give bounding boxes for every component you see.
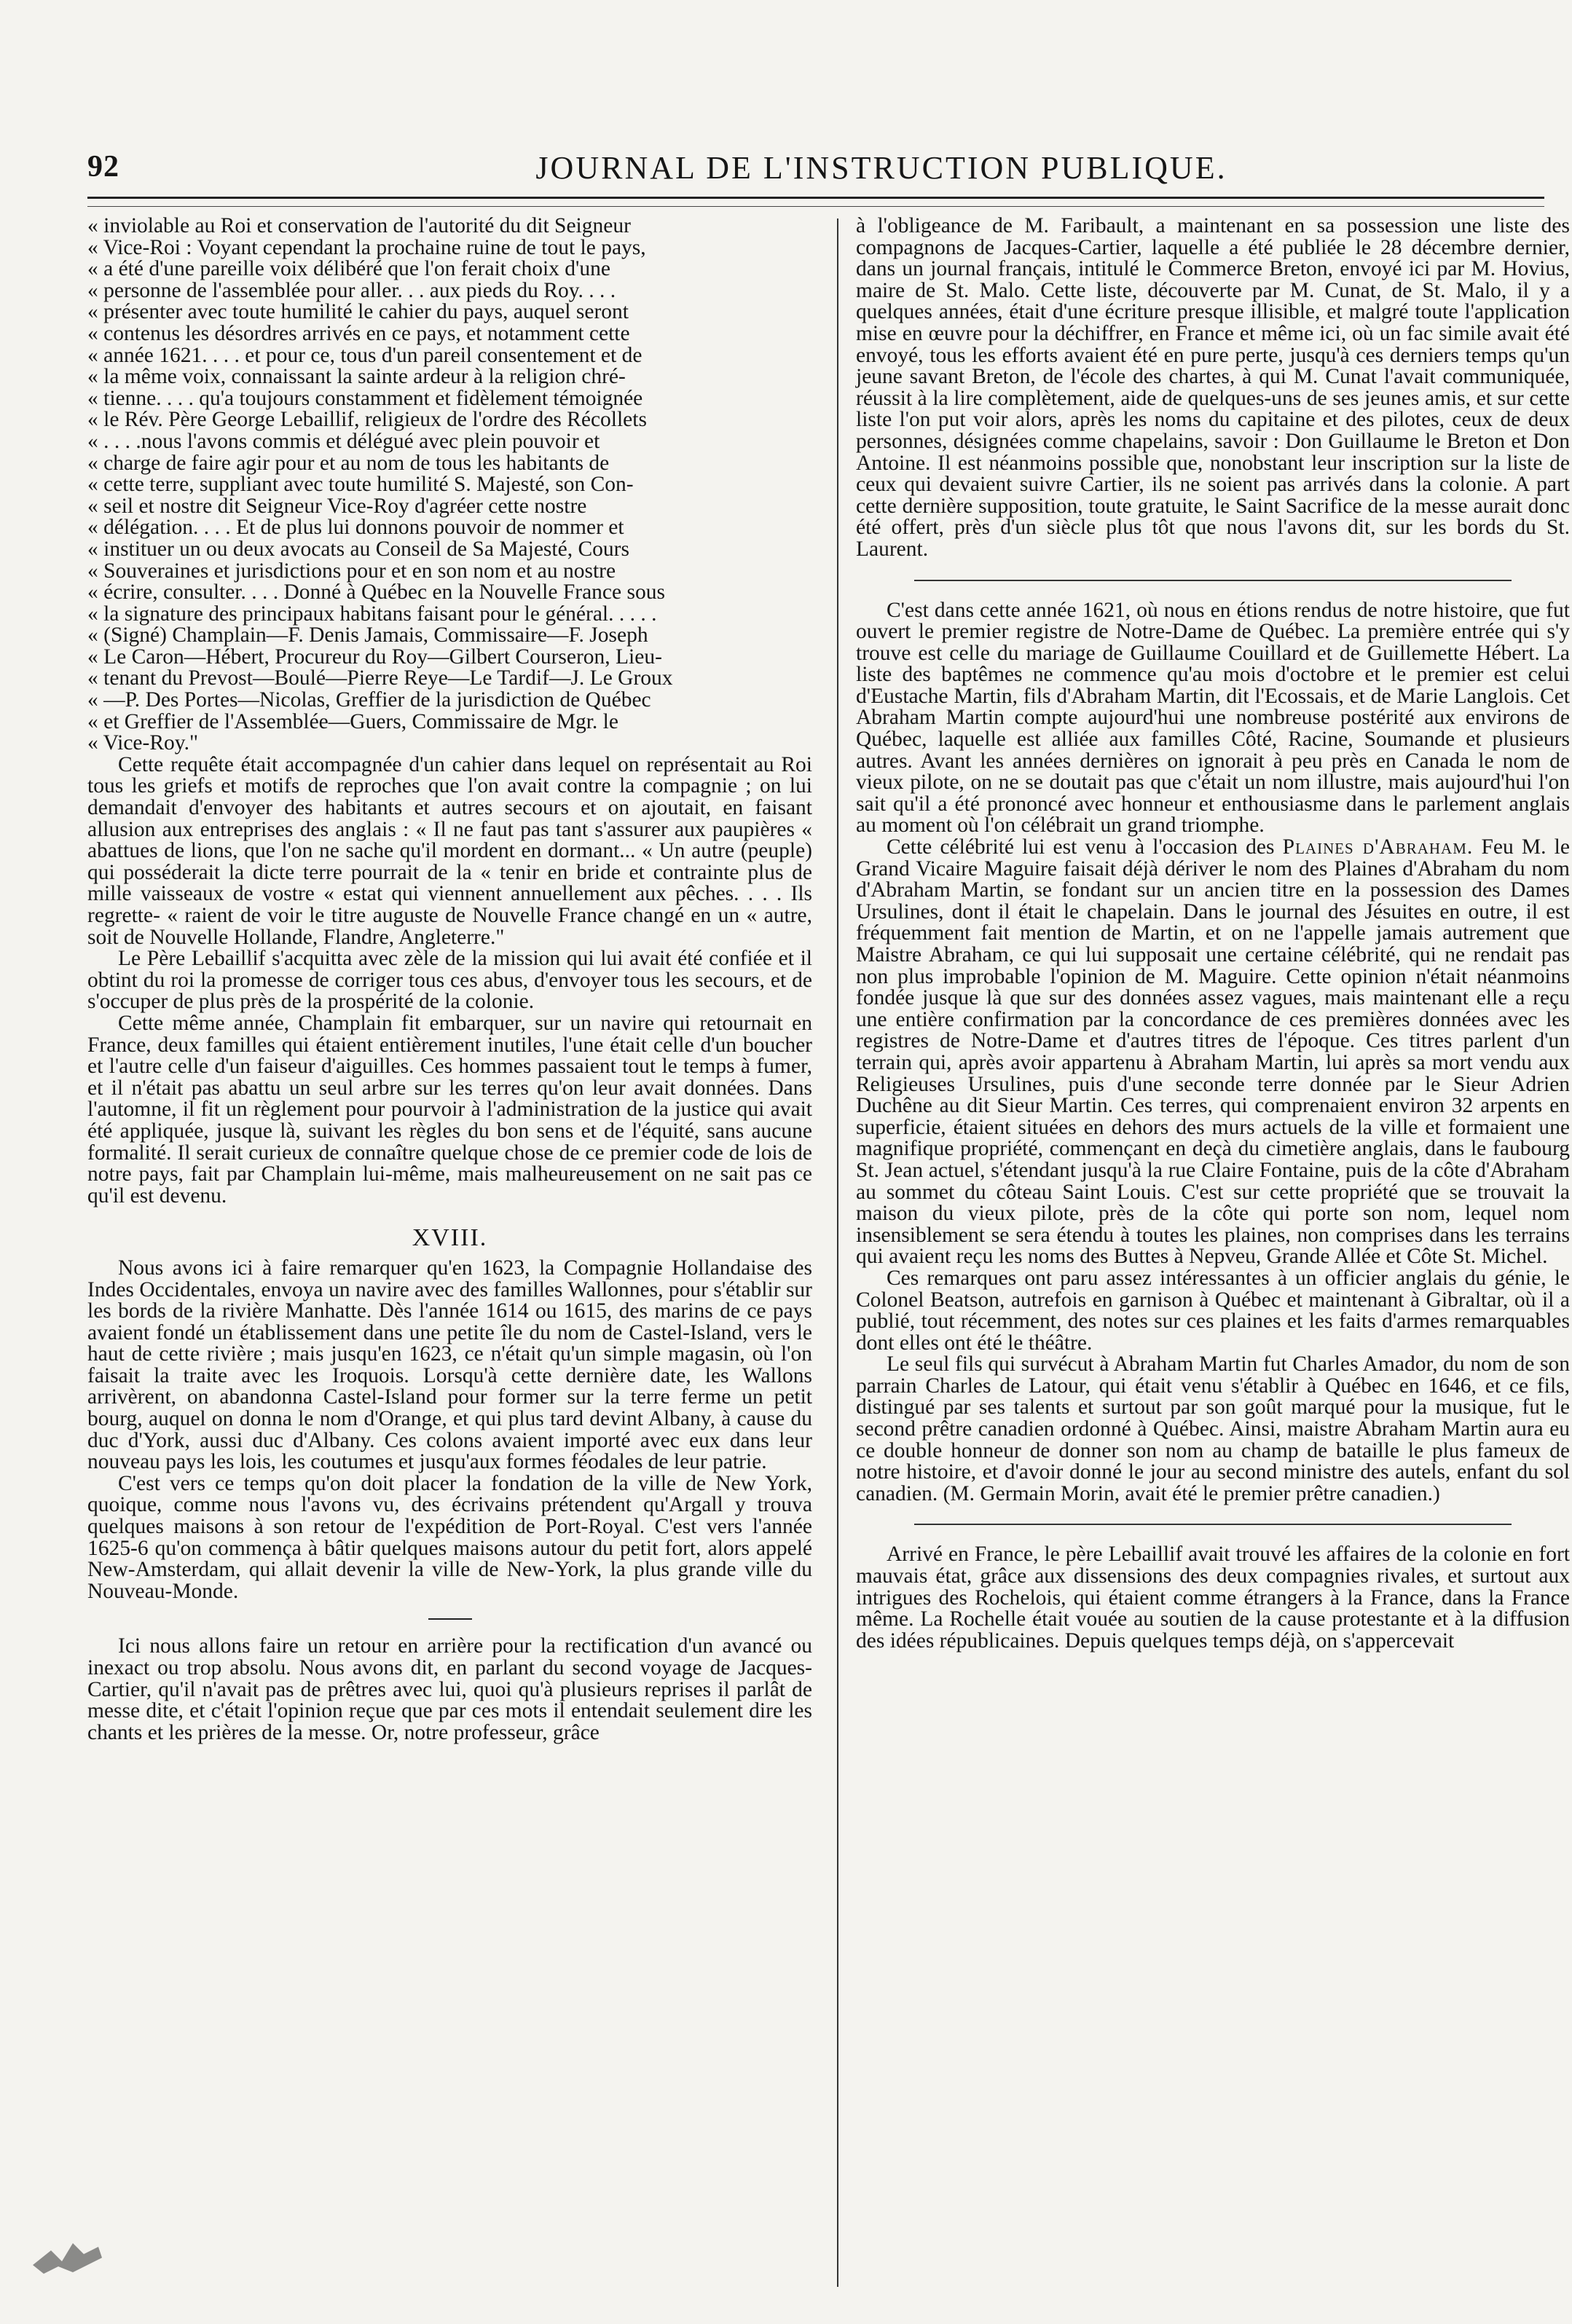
quote-line: « Vice-Roy." — [87, 731, 199, 755]
quote-line: « année 1621. . . . et pour ce, tous d'un pareil consentement et de — [87, 343, 642, 367]
quote-line: « seil et nostre dit Seigneur Vice-Roy d'agréer cette nostre — [87, 494, 587, 518]
quote-line: « et Greffier de l'Assemblée—Guers, Commissaire de Mgr. le — [87, 709, 618, 733]
quote-line: « —P. Des Portes—Nicolas, Greffier de la jurisdiction de Québec — [87, 688, 651, 712]
quote-line: « (Signé) Champlain—F. Denis Jamais, Commissaire—F. Joseph — [87, 623, 648, 647]
paragraph: Cette même année, Champlain fit embarquer, sur un navire qui retournait en France, deux familles qui étaient entièrement inutiles, l'une était celle d'un boucher et l'autre celle d'un faiseur d'aiguilles. Ces hommes passaient tout le temps à fumer, et il n'était pas abattu un seul arbre sur les terres qu'on leur avait données. Dans l'automne, il fit un règlement pour pourvoir à l'administration de la justice qui avait été appliquée, jusque là, suivant les règles du bon sens et de l'équité, sans aucune formalité. Il serait curieux de connaître quelque chose de ce premier code de lois de notre pays, fait par Champlain lui-même, mais malheureusement on ne sait pas ce qu'il est devenu. — [87, 1011, 812, 1208]
quote-line: « cette terre, suppliant avec toute humilité S. Majesté, son Con- — [87, 473, 634, 497]
quote-line: « le Rév. Père George Lebaillif, religieux de l'ordre des Récollets — [87, 408, 647, 432]
paragraph: Nous avons ici à faire remarquer qu'en 1623, la Compagnie Hollandaise des Indes Occidentales, envoya un navire avec des familles Wallonnes, pour s'établir sur les bords de la rivière Manhatte. Dès l'année 1614 ou 1615, des marins de ce pays avaient fondé un établissement dans une petite île du nom de Castel-Island, vers le haut de cette rivière ; mais jusqu'en 1623, ce n'était qu'un simple magasin, où l'on faisait la traite avec les Iroquois. Lorsqu'à cette dernière date, les Wallons arrivèrent, on abandonna Castel-Island pour former sur la terre ferme un petit bourg, auquel on donna le nom d'Orange, et qui plus tard devint Albany, à cause du duc d'York, aussi duc d'Albany. Ces colons avaient importé avec eux dans leur nouveau pays les lois, les coutumes et jusqu'aux formes féodales de leur patrie. — [87, 1256, 812, 1474]
quote-line: « . . . .nous l'avons commis et délégué avec plein pouvoir et — [87, 429, 600, 453]
paragraph: Le seul fils qui survécut à Abraham Martin fut Charles Amador, du nom de son parrain Charles de Latour, qui était venu s'établir à Québec en 1646, et ce fils, distingué par ses talents et surtout par son goût marqué pour la musique, fut le second prêtre canadien ordonné à Québec. Ainsi, maistre Abraham Martin aura eu ce double honneur de donner son nom au champ de bataille le plus fameux de notre histoire, et d'avoir donné le jour au second ministre des autels, enfant du sol canadien. (M. Germain Morin, avait été le premier prêtre canadien.) — [856, 1352, 1570, 1505]
quote-line: « présenter avec toute humilité le cahier du pays, auquel seront — [87, 300, 629, 324]
paragraph-rest: Feu M. le Grand Vicaire Maguire faisait déjà dériver le nom des Plaines d'Abraham du nom d'Abraham Martin, se fondant sur un ancien titre en la possession des Dames Ursulines, dont il était le chapelain. Dans le journal des Jésuites en outre, il est fréquemment fait mention de Martin, et on ne l'appelle jamais autrement que Maistre Abraham, ce qui lui supposait une certaine célébrité, qui ne rendait pas non plus improbable l'opinion de M. Maguire. Cette opinion n'était néanmoins fondée jusque là que sur des données assez vagues, mais maintenant elle a reçu une entière confirmation par la concordance de ces premières données avec les registres de Notre-Dame et d'autres titres de l'époque. Ces titres parlent d'un terrain qui, après avoir appartenu à Abraham Martin, lui après sa mort vendu aux Religieuses Ursulines, puis d'une seconde terre donnée par le Sieur Adrien Duchêne au dit Sieur Martin. Ces terres, qui comprenaient environ 32 arpents en superficie, étaient situées en dehors des murs actuels de la ville et formaient une magnifique propriété, commençant en deçà du cimetière anglais, dans le faubourg St. Jean actuel, s'étendant jusqu'à la rue Claire Fontaine, puis de la côte d'Abraham au sommet du côteau Saint Louis. C'est sur cette propriété que se trouvait la maison du vieux pilote, près de la côte qui porte son nom, lequel nom insensiblement se sera étendu à toutes les plaines, non comprises dans les terrains qui avaient reçu les noms des Buttes à Nepveu, Grande Allée et Côte St. Michel. — [856, 835, 1570, 1269]
ink-blot-mark — [29, 2221, 109, 2280]
paragraph: Ces remarques ont paru assez intéressantes à un officier anglais du génie, le Colonel Beatson, autrefois en garnison à Québec et maintenant à Gibraltar, où il a publié, tout récemment, des notes sur ces plaines et les faits d'armes remarquables dont elles ont été le théâtre. — [856, 1266, 1570, 1355]
quote-line: « écrire, consulter. . . . Donné à Québec en la Nouvelle France sous — [87, 580, 665, 604]
quote-line: « personne de l'assemblée pour aller. . . aux pieds du Roy. . . . — [87, 278, 616, 302]
right-column — [856, 216, 1570, 1652]
quote-line: « Souveraines et jurisdictions pour et en son nom et au nostre — [87, 559, 616, 583]
section-divider — [428, 1618, 472, 1620]
section-divider — [914, 1524, 1512, 1525]
section-heading: XVIII. — [412, 1224, 488, 1252]
quote-line: « charge de faire agir pour et au nom de tous les habitants de — [87, 451, 610, 475]
quote-line: « la signature des principaux habitans faisant pour le général. . . . . — [87, 602, 657, 626]
quote-line: « instituer un ou deux avocats au Conseil de Sa Majesté, Cours — [87, 537, 629, 561]
left-column — [87, 216, 812, 1744]
paragraph: Arrivé en France, le père Lebaillif avait trouvé les affaires de la colonie en fort mauvais état, grâce aux dissensions des deux compagnies rivales, et surtout aux intrigues des Rochelois, qui étaient comme étrangers à la France, dans la France même. La Rochelle était vouée au soutien de la cause protestante et à la diffusion des idées républicaines. Depuis quelques temps déjà, on s'appercevait — [856, 1543, 1570, 1653]
quote-line: « inviolable au Roi et conservation de l'autorité du dit Seigneur — [87, 214, 631, 237]
quote-line: « a été d'une pareille voix délibéré que l'on ferait choix d'une — [87, 257, 610, 281]
page-number: 92 — [87, 150, 119, 184]
quote-line: « délégation. . . . Et de plus lui donnons pouvoir de nommer et — [87, 516, 624, 540]
header-rule — [87, 197, 1544, 207]
paragraph-prefix: Cette célébrité lui est venu à l'occasion des — [887, 835, 1283, 859]
quote-line: « contenus les désordres arrivés en ce pays, et notamment cette — [87, 321, 630, 345]
page-header — [87, 149, 1537, 200]
paragraph: C'est dans cette année 1621, où nous en étions rendus de notre histoire, que fut ouvert le premier registre de Notre-Dame de Québec. La première entrée qui s'y trouve est celle du mariage de Guillaume Couillard et de Guillemette Hébert. La liste des baptêmes ne commence qu'au mois d'octobre et le premier est celui d'Eustache Martin, fils d'Abraham Martin, dit l'Ecossais, et de Marie Langlois. Cet Abraham Martin compte aujourd'hui une nombreuse postérité aux environs de Québec, laquelle est alliée aux familles Côté, Racine, Soumande et plusieurs autres. Avant les années dernières on ignorait à peu près en Canada le nom de vieux pilote, on ne se doutait pas que c'était un nom illustre, mais aujourd'hui l'on sait qu'il a été prononcé avec honneur et enthousiasme dans le parlement anglais au moment où l'on célébrait un grand triomphe. — [856, 598, 1570, 838]
column-divider — [837, 218, 838, 2287]
quote-line: « tenant du Prevost—Boulé—Pierre Reye—Le Tardif—J. Le Groux — [87, 666, 673, 690]
quote-line: « Le Caron—Hébert, Procureur du Roy—Gilbert Courseron, Lieu- — [87, 645, 662, 669]
paragraph: Cette requête était accompagnée d'un cahier dans lequel on représentait au Roi tous les griefs et motifs de reproches que l'on avait contre la compagnie ; on lui demandait d'envoyer des habitants et autres secours et on ajoutait, en faisant allusion aux entreprises des anglais : « Il ne faut pas tant s'assurer aux paupières « abattues de lions, que l'on ne sache qu'il mordent en dormant... « Un autre (peuple) qui posséderait la dicte terre pourrait de la « tenir en bride et contrainte plus de mille vaisseaux de vostre « estat qui viennent annuellement aux pêches. . . . Ils regrette- « raient de voir le titre auguste de Nouvelle France changé en un « autre, soit de Nouvelle Hollande, Flandre, Angleterre." — [87, 752, 812, 949]
paragraph: à l'obligeance de M. Faribault, a maintenant en sa possession une liste des compagnons de Jacques-Cartier, laquelle a été publiée le 28 décembre dernier, dans un journal français, intitulé le Commerce Breton, envoyé ici par M. Hovius, maire de St. Malo. Cette liste, découverte par M. Cunat, de St. Malo, il y a quelques années, était d'une écriture presque illisible, et malgré toute l'application mise en œuvre pour la déchiffrer, en France et même ici, où un fac simile avait été envoyé, tous les efforts avaient été en pure perte, jusqu'à ces derniers temps qu'un jeune savant Breton, de l'école des chartes, à qui M. Cunat l'avait communiquée, réussit à la lire complètement, aide de quelques-uns de ses jeunes amis, et sur cette liste l'on put voir alors, après les noms du capitaine et des pilotes, ceux de deux personnes, désignées comme chapelains, savoir : Don Guillaume le Breton et Don Antoine. Il est néanmoins possible que, nonobstant leur inscription sur la liste de ceux qui devaient suivre Cartier, ils ne soient pas arrivés dans la colonie. A part cette dernière supposition, toute gratuite, le Saint Sacrifice de la messe aurait donc été offert, près d'un siècle plus tôt que nous l'avons dit, sur les bords du St. Laurent. — [856, 214, 1570, 561]
paragraph: C'est vers ce temps qu'on doit placer la fondation de la ville de New York, quoique, comme nous l'avons vu, des écrivains prétendent qu'Argall y trouva quelques maisons à son retour de l'expédition de Port-Royal. C'est vers l'année 1625-6 qu'on commença à bâtir quelques maisons autour du petit fort, alors appelé New-Amsterdam, qui allait devenir la ville de New-York, la plus grande ville du Nouveau-Monde. — [87, 1471, 812, 1603]
paragraph: Le Père Lebaillif s'acquitta avec zèle de la mission qui lui avait été confiée et il obtint du roi la promesse de corriger tous ces abus, d'envoyer tous les secours, et de s'occuper de plus près de la prospérité de la colonie. — [87, 947, 812, 1014]
quote-line: « tienne. . . . qu'a toujours constamment et fidèlement témoignée — [87, 386, 643, 410]
quote-line: « la même voix, connaissant la sainte ardeur à la religion chré- — [87, 365, 626, 389]
quoted-petition — [87, 216, 812, 755]
section-divider — [914, 580, 1512, 581]
smallcaps-term: Plaines d'Abraham. — [1282, 835, 1474, 859]
paragraph: Ici nous allons faire un retour en arrière pour la rectification d'un avancé ou inexact ou trop absolu. Nous avons dit, en parlant du second voyage de Jacques-Cartier, qu'il n'avait pas de prêtres avec lui, quoi qu'à plusieurs reprises il parlât de messe dite, et c'était l'opinion reçue que par ces mots il entendait seulement dire les chants et les prières de la messe. Or, notre professeur, grâce — [87, 1634, 812, 1744]
quote-line: « Vice-Roi : Voyant cependant la prochaine ruine de tout le pays, — [87, 235, 646, 259]
paragraph — [856, 837, 1570, 1268]
running-title: JOURNAL DE L'INSTRUCTION PUBLIQUE. — [535, 150, 1227, 186]
